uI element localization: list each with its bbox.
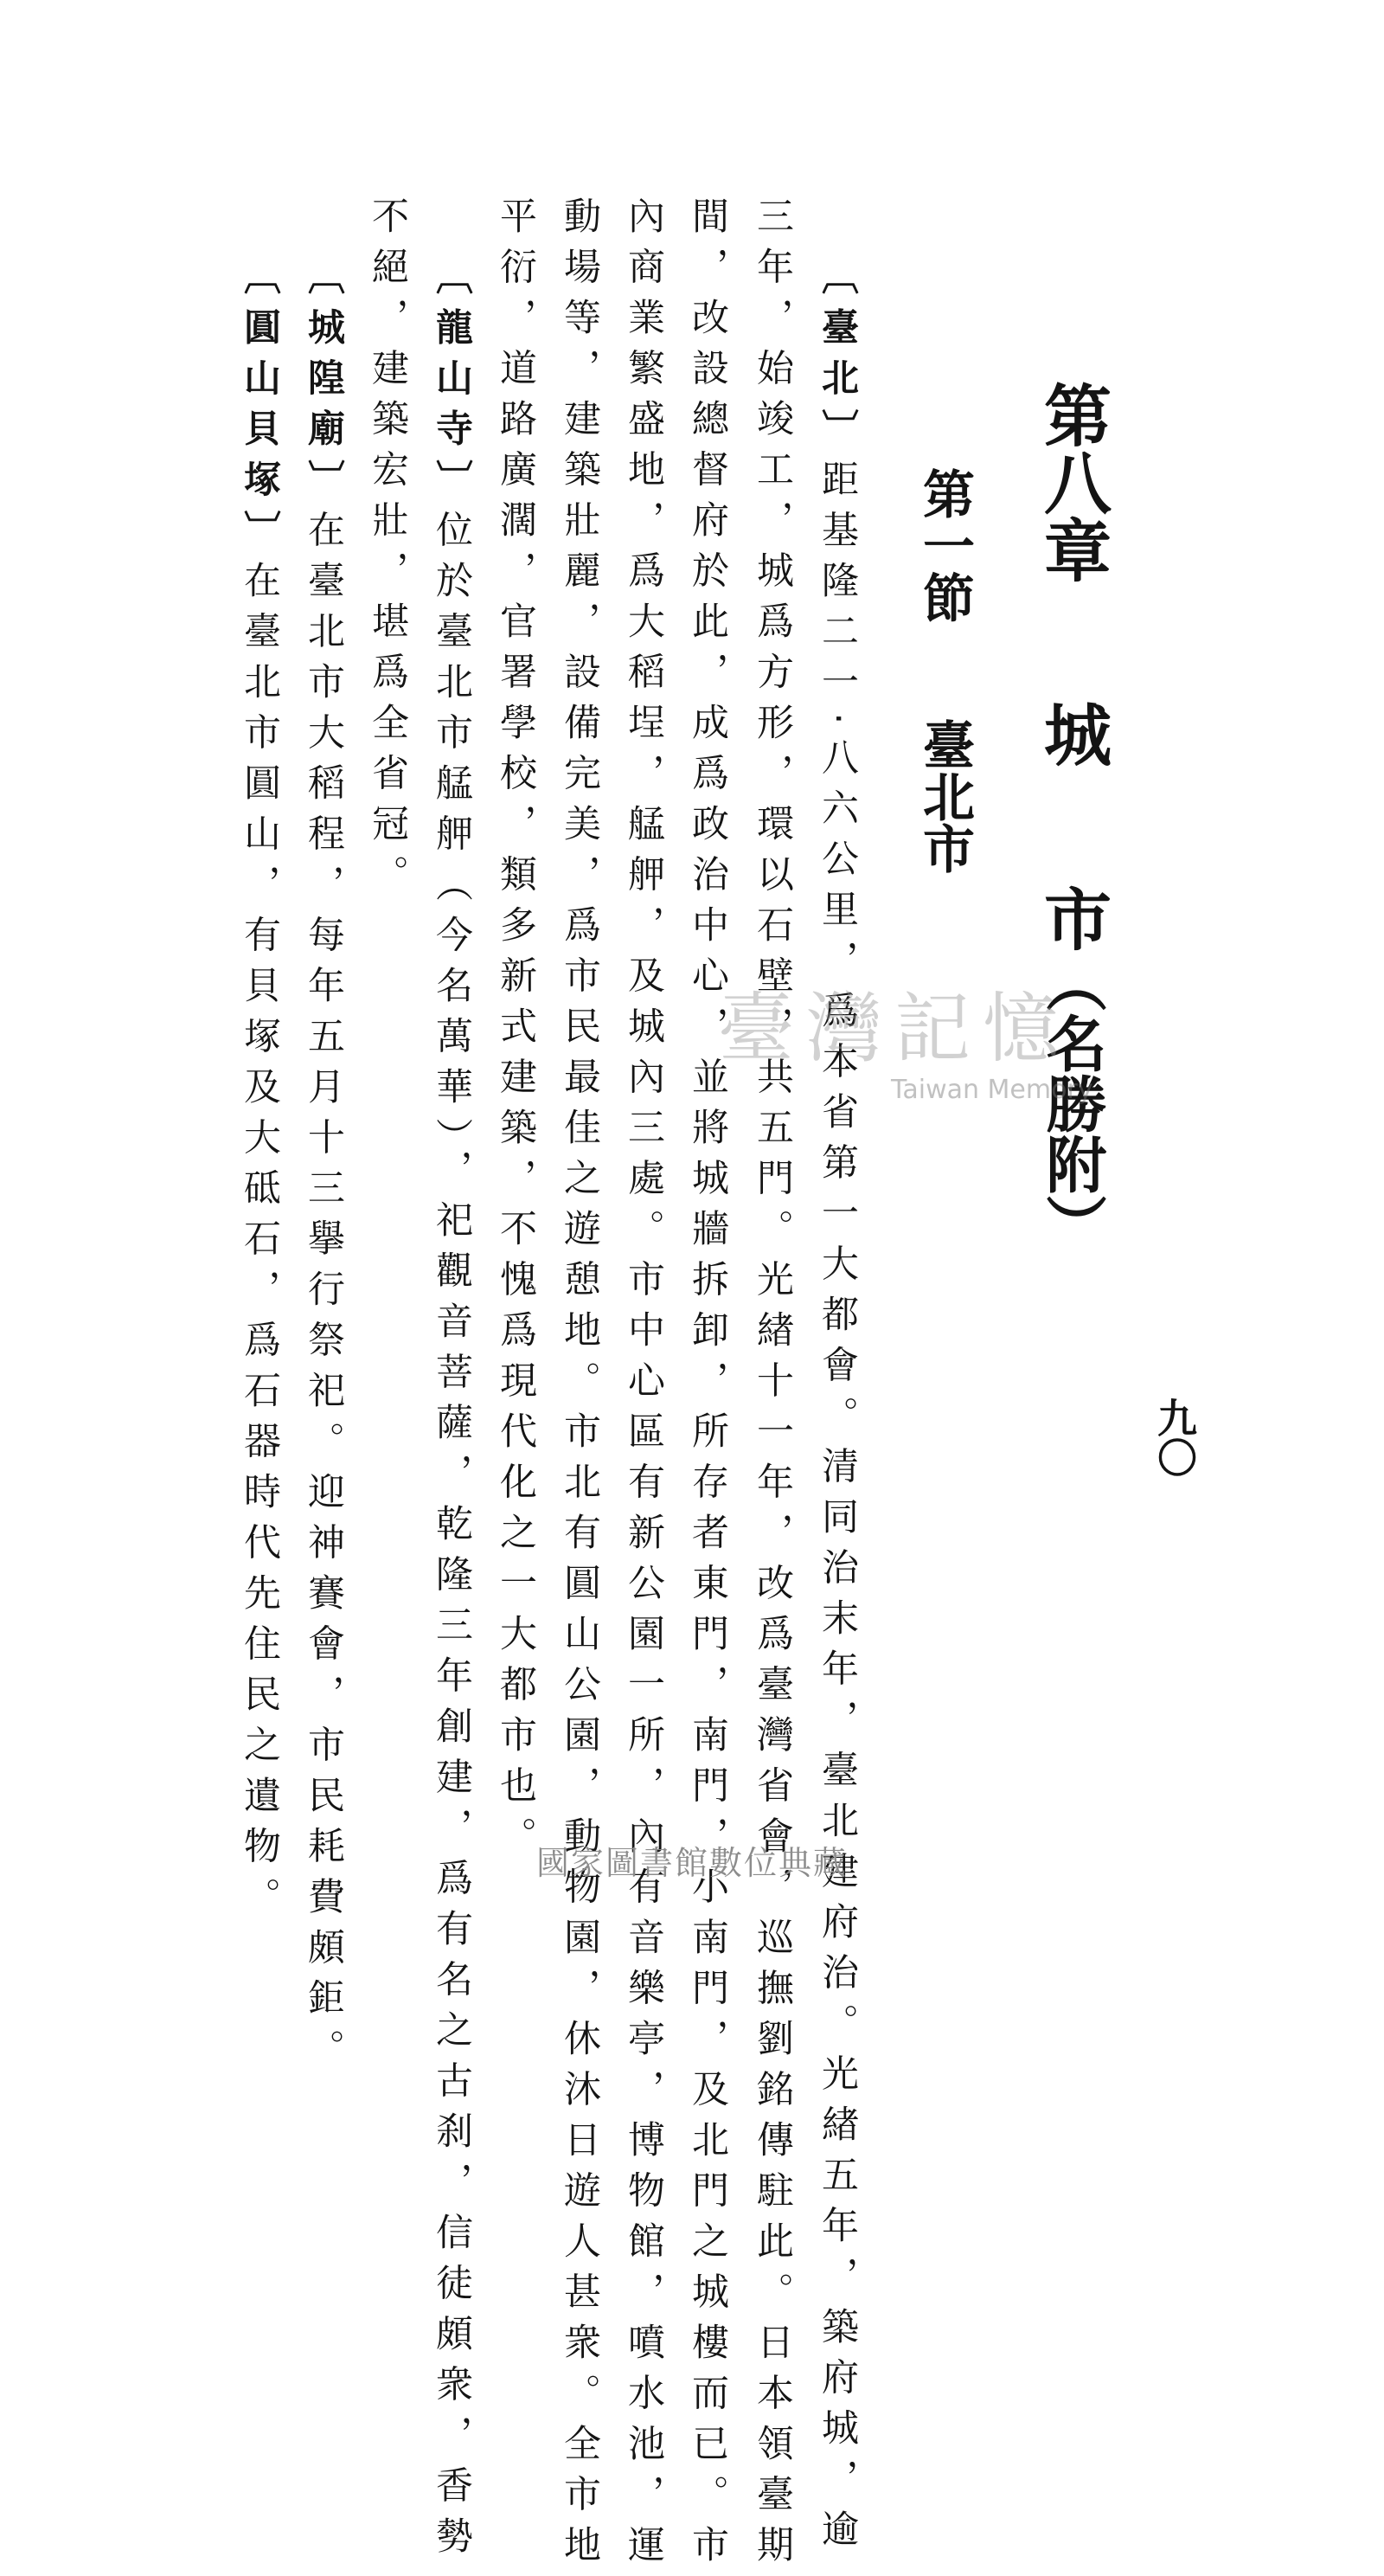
chapter-title-char-1: 城 bbox=[1033, 700, 1112, 768]
chapter-aside: （名勝附） bbox=[1036, 952, 1108, 1255]
watermark-subtitle: Taiwan Memory bbox=[891, 1075, 1093, 1105]
taiwan-memory-watermark bbox=[718, 984, 1099, 1112]
taipei-line-5: 動場等，建築壯麗，設備完美，爲市民最佳之遊憩地。市北有圓山公園，動物園，休沐日遊人甚衆。全市地 bbox=[558, 196, 601, 2576]
entry-tag-longshan: 〔龍山寺〕 bbox=[430, 257, 473, 511]
section-heading bbox=[914, 467, 975, 874]
chapter-title-char-2: 市 bbox=[1033, 884, 1112, 952]
entry-tag-yuanshan: 〔圓山貝塚〕 bbox=[238, 257, 281, 561]
watermark-logo-text: 臺灣記憶 bbox=[718, 984, 1072, 1073]
taipei-line-6: 平衍，道路廣濶，官署學校，類多新式建築，不愧爲現代化之一大都市也。 bbox=[494, 196, 537, 1867]
taipei-line-3: 間，改設總督府於此，成爲政治中心，並將城牆拆卸，所存者東門，南門，小南門，及北門之城樓而已。市 bbox=[686, 196, 729, 2576]
footer-credit: 國家圖書館數位典藏 bbox=[535, 1844, 848, 1882]
page-number: 九〇 bbox=[1151, 1397, 1198, 1477]
longshan-line-1: 〔龍山寺〕位於臺北市艋舺（今名萬華），祀觀音菩薩，乾隆三年創建，爲有名之古刹，信徒頗衆，香勢 bbox=[430, 257, 473, 2567]
chenghuang-line-1: 〔城隍廟〕在臺北市大稻程，每年五月十三擧行祭祀。迎神賽會，市民耗費頗鉅。 bbox=[302, 257, 345, 2079]
entry-tag-taipei: 〔臺北〕 bbox=[816, 257, 859, 459]
entry-tag-chenghuang: 〔城隍廟〕 bbox=[302, 257, 345, 511]
yuanshan-line-1: 〔圓山貝塚〕在臺北市圓山，有貝塚及大砥石，爲石器時代先住民之遺物。 bbox=[238, 257, 281, 1928]
taipei-line-1: 〔臺北〕距基隆二一‧八六公里，爲本省第一大都會。清同治末年，臺北建府治。光緖五年，築府城，逾 bbox=[816, 257, 859, 2560]
chapter-number: 第八章 bbox=[1033, 381, 1112, 583]
taipei-line-4: 內商業繁盛地，爲大稻埕，艋舺，及城內三處。市中心區有新公園一所，內有音樂亭，博物館，噴水池，運 bbox=[622, 196, 665, 2576]
taipei-line-2: 三年，始竣工，城爲方形，環以石壁，共五門。光緖十一年，改爲臺灣省會，巡撫劉銘傳駐此。日本領臺期 bbox=[751, 196, 794, 2576]
section-number: 第一節 bbox=[914, 467, 975, 623]
longshan-line-2: 不絕，建築宏壯，堪爲全省冠。 bbox=[366, 196, 409, 905]
chapter-heading bbox=[1033, 381, 1112, 1255]
section-title: 臺北市 bbox=[914, 718, 975, 874]
